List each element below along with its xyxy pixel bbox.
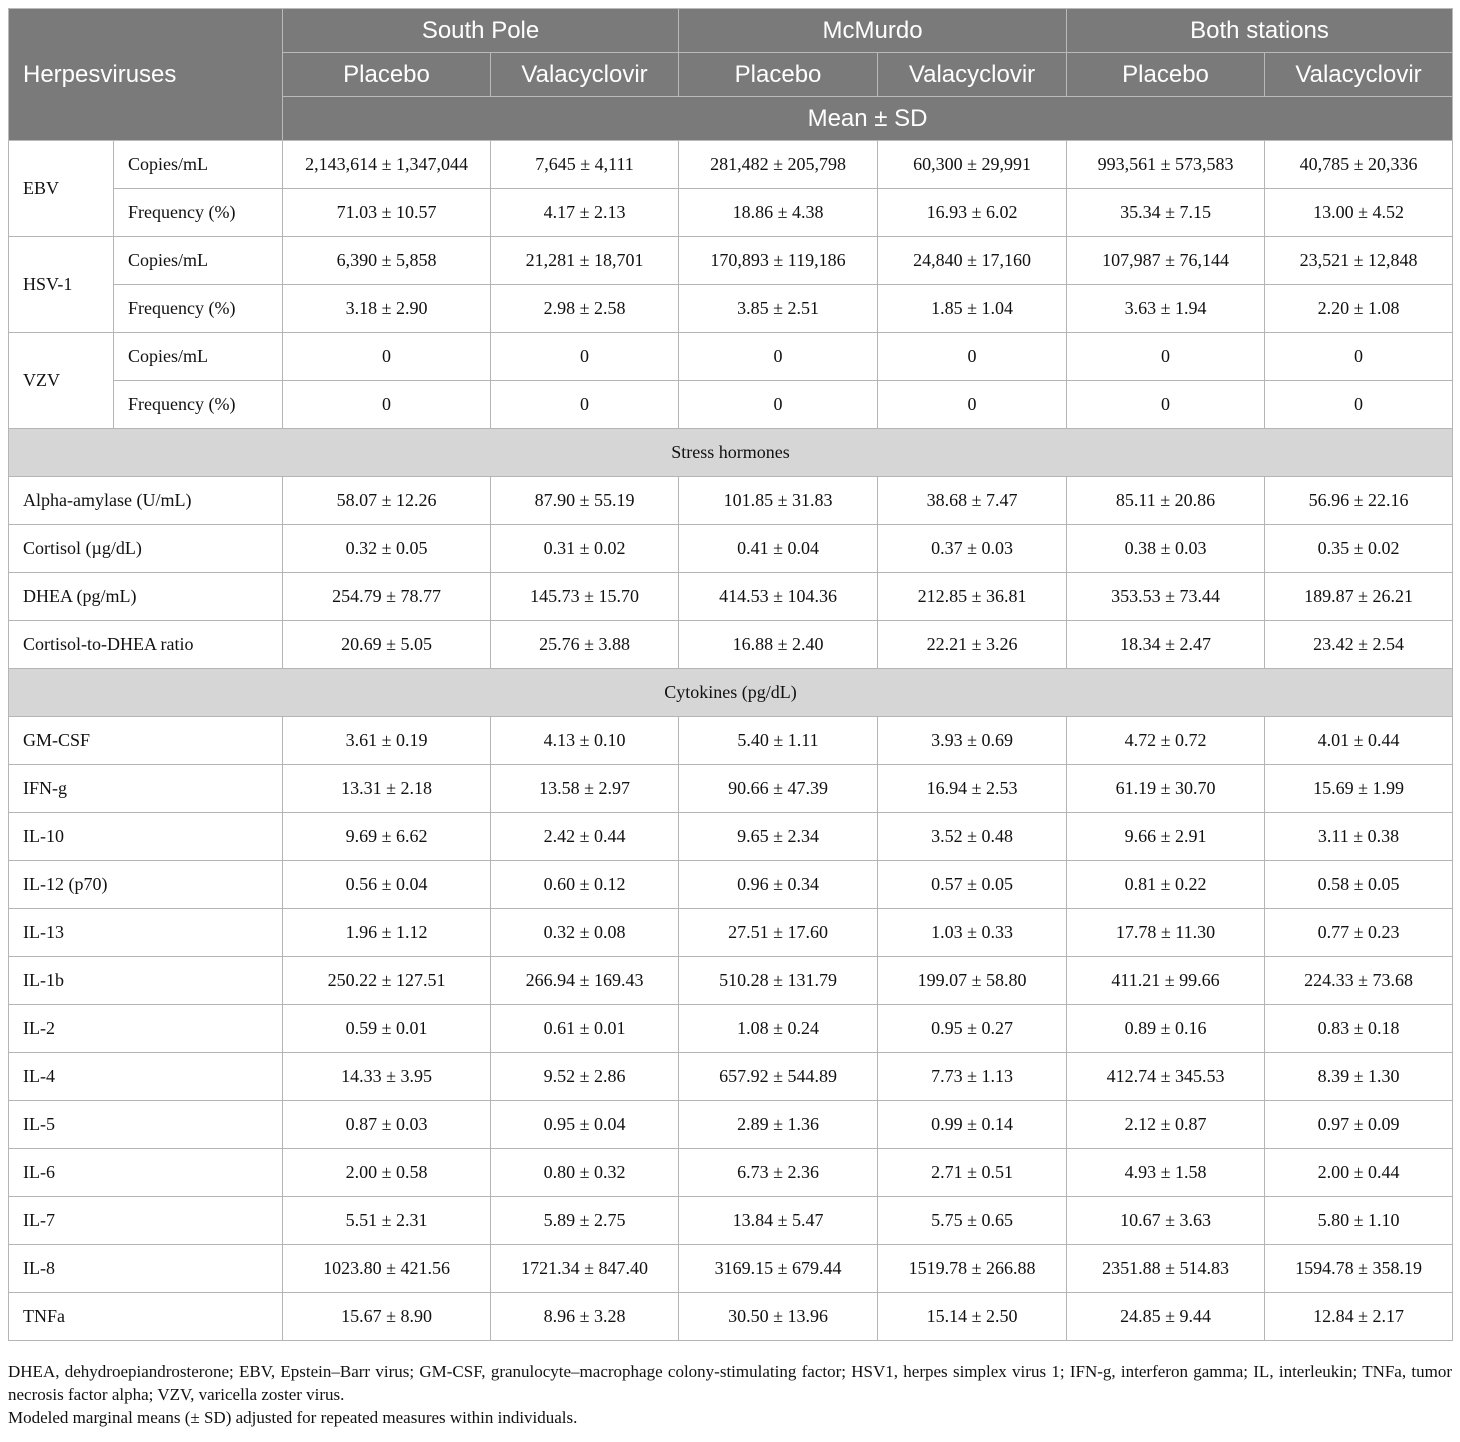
value-cell: 8.96 ± 3.28 [491,1293,679,1341]
value-cell: 3.52 ± 0.48 [878,813,1067,861]
row-label: IL-6 [9,1149,283,1197]
value-cell: 224.33 ± 73.68 [1265,957,1453,1005]
value-cell: 58.07 ± 12.26 [283,477,491,525]
value-cell: 12.84 ± 2.17 [1265,1293,1453,1341]
group-header-south-pole: South Pole [283,9,679,53]
value-cell: 16.88 ± 2.40 [679,621,878,669]
value-cell: 30.50 ± 13.96 [679,1293,878,1341]
value-cell: 4.93 ± 1.58 [1067,1149,1265,1197]
arm-header: Placebo [283,53,491,97]
value-cell: 4.17 ± 2.13 [491,189,679,237]
measure-label: Frequency (%) [114,285,283,333]
row-label: IL-12 (p70) [9,861,283,909]
value-cell: 0.81 ± 0.22 [1067,861,1265,909]
value-cell: 20.69 ± 5.05 [283,621,491,669]
value-cell: 0.58 ± 0.05 [1265,861,1453,909]
value-cell: 18.34 ± 2.47 [1067,621,1265,669]
table-row [9,957,1453,1005]
value-cell: 9.52 ± 2.86 [491,1053,679,1101]
row-label: TNFa [9,1293,283,1341]
value-cell: 0.38 ± 0.03 [1067,525,1265,573]
row-label: IL-1b [9,957,283,1005]
table-row [9,861,1453,909]
value-cell: 0 [878,381,1067,429]
value-cell: 13.84 ± 5.47 [679,1197,878,1245]
table-row [9,381,1453,429]
results-table [8,8,1453,1341]
row-label: Cortisol (µg/dL) [9,525,283,573]
measure-label: Frequency (%) [114,381,283,429]
value-cell: 2351.88 ± 514.83 [1067,1245,1265,1293]
row-label: IFN-g [9,765,283,813]
value-cell: 993,561 ± 573,583 [1067,141,1265,189]
value-cell: 2.20 ± 1.08 [1265,285,1453,333]
value-cell: 1.03 ± 0.33 [878,909,1067,957]
value-cell: 3.18 ± 2.90 [283,285,491,333]
value-cell: 14.33 ± 3.95 [283,1053,491,1101]
value-cell: 13.31 ± 2.18 [283,765,491,813]
value-cell: 16.93 ± 6.02 [878,189,1067,237]
value-cell: 27.51 ± 17.60 [679,909,878,957]
value-cell: 2,143,614 ± 1,347,044 [283,141,491,189]
value-cell: 0.80 ± 0.32 [491,1149,679,1197]
value-cell: 1.08 ± 0.24 [679,1005,878,1053]
value-cell: 0.77 ± 0.23 [1265,909,1453,957]
value-cell: 0.32 ± 0.05 [283,525,491,573]
value-cell: 38.68 ± 7.47 [878,477,1067,525]
table-row [9,1293,1453,1341]
section-row [9,429,1453,477]
value-cell: 7,645 ± 4,111 [491,141,679,189]
value-cell: 1594.78 ± 358.19 [1265,1245,1453,1293]
value-cell: 24,840 ± 17,160 [878,237,1067,285]
value-cell: 0.83 ± 0.18 [1265,1005,1453,1053]
value-cell: 0.89 ± 0.16 [1067,1005,1265,1053]
value-cell: 107,987 ± 76,144 [1067,237,1265,285]
value-cell: 1519.78 ± 266.88 [878,1245,1067,1293]
value-cell: 4.13 ± 0.10 [491,717,679,765]
measure-label: Copies/mL [114,333,283,381]
virus-label: VZV [9,333,114,429]
value-cell: 35.34 ± 7.15 [1067,189,1265,237]
table-row [9,477,1453,525]
value-cell: 5.89 ± 2.75 [491,1197,679,1245]
table-row [9,333,1453,381]
value-cell: 90.66 ± 47.39 [679,765,878,813]
value-cell: 3169.15 ± 679.44 [679,1245,878,1293]
row-label: IL-8 [9,1245,283,1293]
value-cell: 15.69 ± 1.99 [1265,765,1453,813]
value-cell: 2.12 ± 0.87 [1067,1101,1265,1149]
table-row [9,1245,1453,1293]
value-cell: 9.69 ± 6.62 [283,813,491,861]
value-cell: 6,390 ± 5,858 [283,237,491,285]
value-cell: 0 [679,381,878,429]
value-cell: 3.85 ± 2.51 [679,285,878,333]
value-cell: 0 [878,333,1067,381]
value-cell: 189.87 ± 26.21 [1265,573,1453,621]
row-label: IL-13 [9,909,283,957]
value-cell: 0 [1265,381,1453,429]
table-row [9,1197,1453,1245]
value-cell: 40,785 ± 20,336 [1265,141,1453,189]
value-cell: 281,482 ± 205,798 [679,141,878,189]
table-row [9,813,1453,861]
value-cell: 2.71 ± 0.51 [878,1149,1067,1197]
value-cell: 0 [491,333,679,381]
value-cell: 250.22 ± 127.51 [283,957,491,1005]
table-row [9,1053,1453,1101]
abbreviations-note: DHEA, dehydroepiandrosterone; EBV, Epstein–Barr virus; GM-CSF, granulocyte–macrophage colony-stimulating factor; HSV1, herpes simplex virus 1; IFN-g, interferon gamma; IL, interleukin; TNFa, tumor necrosis factor alpha; VZV, varicella zoster virus. [8,1362,1452,1404]
value-cell: 5.51 ± 2.31 [283,1197,491,1245]
measure-label: Copies/mL [114,237,283,285]
table-body [9,141,1453,1341]
value-cell: 254.79 ± 78.77 [283,573,491,621]
value-cell: 15.67 ± 8.90 [283,1293,491,1341]
value-cell: 0.32 ± 0.08 [491,909,679,957]
value-cell: 657.92 ± 544.89 [679,1053,878,1101]
table-row [9,237,1453,285]
value-cell: 0.96 ± 0.34 [679,861,878,909]
group-header-both-stations: Both stations [1067,9,1453,53]
value-cell: 4.01 ± 0.44 [1265,717,1453,765]
table-row [9,765,1453,813]
value-cell: 5.75 ± 0.65 [878,1197,1067,1245]
virus-label: HSV-1 [9,237,114,333]
value-cell: 0.59 ± 0.01 [283,1005,491,1053]
value-cell: 0 [283,333,491,381]
section-row [9,669,1453,717]
value-cell: 6.73 ± 2.36 [679,1149,878,1197]
value-cell: 199.07 ± 58.80 [878,957,1067,1005]
row-label: IL-2 [9,1005,283,1053]
value-cell: 3.93 ± 0.69 [878,717,1067,765]
value-cell: 0.56 ± 0.04 [283,861,491,909]
value-cell: 13.00 ± 4.52 [1265,189,1453,237]
virus-label: EBV [9,141,114,237]
value-cell: 60,300 ± 29,991 [878,141,1067,189]
value-cell: 412.74 ± 345.53 [1067,1053,1265,1101]
value-cell: 3.61 ± 0.19 [283,717,491,765]
arm-header: Valacyclovir [1265,53,1453,97]
value-cell: 0.95 ± 0.27 [878,1005,1067,1053]
value-cell: 9.66 ± 2.91 [1067,813,1265,861]
value-cell: 212.85 ± 36.81 [878,573,1067,621]
section-title: Cytokines (pg/dL) [9,669,1453,717]
table-row [9,189,1453,237]
value-cell: 266.94 ± 169.43 [491,957,679,1005]
table-row [9,909,1453,957]
row-label: IL-5 [9,1101,283,1149]
arm-header: Placebo [1067,53,1265,97]
value-cell: 1023.80 ± 421.56 [283,1245,491,1293]
table-row [9,141,1453,189]
value-cell: 0 [491,381,679,429]
value-cell: 87.90 ± 55.19 [491,477,679,525]
value-cell: 15.14 ± 2.50 [878,1293,1067,1341]
value-cell: 23,521 ± 12,848 [1265,237,1453,285]
arm-header: Valacyclovir [878,53,1067,97]
value-cell: 61.19 ± 30.70 [1067,765,1265,813]
value-cell: 0.37 ± 0.03 [878,525,1067,573]
value-cell: 10.67 ± 3.63 [1067,1197,1265,1245]
measure-label: Copies/mL [114,141,283,189]
table-row [9,1005,1453,1053]
row-label: GM-CSF [9,717,283,765]
value-cell: 3.63 ± 1.94 [1067,285,1265,333]
measure-label: Frequency (%) [114,189,283,237]
table-row [9,285,1453,333]
value-cell: 0.97 ± 0.09 [1265,1101,1453,1149]
value-cell: 7.73 ± 1.13 [878,1053,1067,1101]
value-cell: 0 [283,381,491,429]
row-label: IL-7 [9,1197,283,1245]
row-label: Alpha-amylase (U/mL) [9,477,283,525]
value-cell: 24.85 ± 9.44 [1067,1293,1265,1341]
value-cell: 2.42 ± 0.44 [491,813,679,861]
section-title: Stress hormones [9,429,1453,477]
value-cell: 22.21 ± 3.26 [878,621,1067,669]
table-footnotes [8,1360,1452,1429]
value-cell: 2.98 ± 2.58 [491,285,679,333]
group-header-mcmurdo: McMurdo [679,9,1067,53]
row-label: DHEA (pg/mL) [9,573,283,621]
stat-header: Mean ± SD [283,97,1453,141]
value-cell: 2.89 ± 1.36 [679,1101,878,1149]
value-cell: 21,281 ± 18,701 [491,237,679,285]
value-cell: 4.72 ± 0.72 [1067,717,1265,765]
value-cell: 0.95 ± 0.04 [491,1101,679,1149]
method-note: Modeled marginal means (± SD) adjusted for repeated measures within individuals. [8,1408,578,1427]
value-cell: 0.35 ± 0.02 [1265,525,1453,573]
value-cell: 0 [1265,333,1453,381]
row-label: Cortisol-to-DHEA ratio [9,621,283,669]
value-cell: 23.42 ± 2.54 [1265,621,1453,669]
value-cell: 16.94 ± 2.53 [878,765,1067,813]
value-cell: 5.80 ± 1.10 [1265,1197,1453,1245]
value-cell: 170,893 ± 119,186 [679,237,878,285]
value-cell: 510.28 ± 131.79 [679,957,878,1005]
herpesviruses-header: Herpesviruses [9,9,283,141]
value-cell: 0.31 ± 0.02 [491,525,679,573]
value-cell: 0.61 ± 0.01 [491,1005,679,1053]
table-row [9,525,1453,573]
table-row [9,1149,1453,1197]
value-cell: 0.99 ± 0.14 [878,1101,1067,1149]
value-cell: 0 [1067,381,1265,429]
value-cell: 0.60 ± 0.12 [491,861,679,909]
value-cell: 2.00 ± 0.44 [1265,1149,1453,1197]
value-cell: 1721.34 ± 847.40 [491,1245,679,1293]
row-label: IL-4 [9,1053,283,1101]
value-cell: 145.73 ± 15.70 [491,573,679,621]
value-cell: 0 [1067,333,1265,381]
value-cell: 5.40 ± 1.11 [679,717,878,765]
value-cell: 3.11 ± 0.38 [1265,813,1453,861]
value-cell: 8.39 ± 1.30 [1265,1053,1453,1101]
value-cell: 0.57 ± 0.05 [878,861,1067,909]
value-cell: 25.76 ± 3.88 [491,621,679,669]
value-cell: 17.78 ± 11.30 [1067,909,1265,957]
table-row [9,573,1453,621]
value-cell: 56.96 ± 22.16 [1265,477,1453,525]
arm-header: Valacyclovir [491,53,679,97]
value-cell: 101.85 ± 31.83 [679,477,878,525]
value-cell: 353.53 ± 73.44 [1067,573,1265,621]
arm-header: Placebo [679,53,878,97]
table-row [9,621,1453,669]
value-cell: 0 [679,333,878,381]
value-cell: 18.86 ± 4.38 [679,189,878,237]
value-cell: 71.03 ± 10.57 [283,189,491,237]
value-cell: 9.65 ± 2.34 [679,813,878,861]
value-cell: 1.96 ± 1.12 [283,909,491,957]
value-cell: 1.85 ± 1.04 [878,285,1067,333]
value-cell: 2.00 ± 0.58 [283,1149,491,1197]
value-cell: 414.53 ± 104.36 [679,573,878,621]
value-cell: 411.21 ± 99.66 [1067,957,1265,1005]
row-label: IL-10 [9,813,283,861]
table-row [9,717,1453,765]
value-cell: 0.87 ± 0.03 [283,1101,491,1149]
value-cell: 13.58 ± 2.97 [491,765,679,813]
table-row [9,1101,1453,1149]
value-cell: 0.41 ± 0.04 [679,525,878,573]
value-cell: 85.11 ± 20.86 [1067,477,1265,525]
